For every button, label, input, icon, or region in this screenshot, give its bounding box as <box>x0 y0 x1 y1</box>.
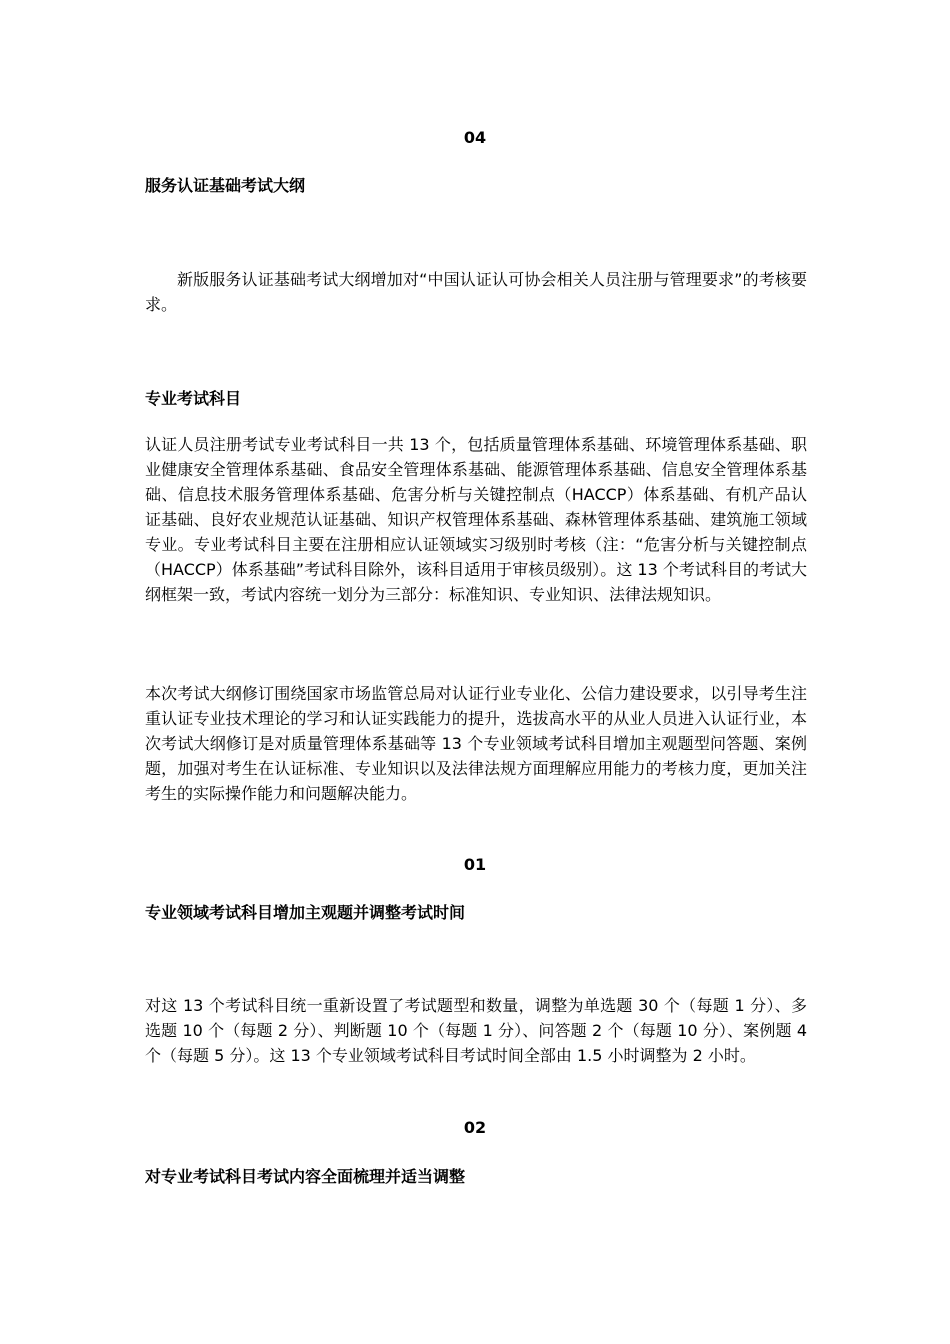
section-number: 01 <box>463 855 487 874</box>
section-heading: 专业考试科目 <box>145 389 242 408</box>
paragraph: 认证人员注册考试专业考试科目一共 13 个，包括质量管理体系基础、环境管理体系基础、职业健康安全管理体系基础、食品安全管理体系基础、能源管理体系基础、信息安全管理体系基础、信息技术服务管理体系基础、危害分析与关键控制点（HACCP）体系基础、有机产品认证基础、良好农业规范认证基础、知识产权管理体系基础、森林管理体系基础、建筑施工领域专业。专业考试科目主要在注册相应认证领域实习级别时考核（注：“危害分析与关键控制点（HACCP）体系基础”考试科目除外，该科目适用于审核员级别）。这 13 个考试科目的考试大纲框架一致，考试内容统一划分为三部分：标准知识、专业知识、法律法规知识。 <box>145 435 807 604</box>
paragraph: 新版服务认证基础考试大纲增加对“中国认证认可协会相关人员注册与管理要求”的考核要求。 <box>145 270 807 314</box>
section-number: 02 <box>463 1118 487 1137</box>
paragraph: 对这 13 个考试科目统一重新设置了考试题型和数量，调整为单选题 30 个（每题 1 分）、多选题 10 个（每题 2 分）、判断题 10 个（每题 1 分）、问答题 2 个（每题 10 分）、案例题 4 个（每题 5 分）。这 13 个专业领域考试科目考试时间全部由 1.5 小时调整为 2 小时。 <box>145 996 807 1065</box>
section-heading: 对专业考试科目考试内容全面梳理并适当调整 <box>145 1167 466 1186</box>
section-number: 04 <box>463 128 487 147</box>
paragraph: 本次考试大纲修订围绕国家市场监管总局对认证行业专业化、公信力建设要求，以引导考生注重认证专业技术理论的学习和认证实践能力的提升，选拔高水平的从业人员进入认证行业，本次考试大纲修订是对质量管理体系基础等 13 个专业领域考试科目增加主观题型问答题、案例题，加强对考生在认证标准、专业知识以及法律法规方面理解应用能力的考核力度，更加关注考生的实际操作能力和问题解决能力。 <box>145 684 807 803</box>
section-heading: 专业领域考试科目增加主观题并调整考试时间 <box>145 903 466 922</box>
section-heading: 服务认证基础考试大纲 <box>145 176 306 195</box>
